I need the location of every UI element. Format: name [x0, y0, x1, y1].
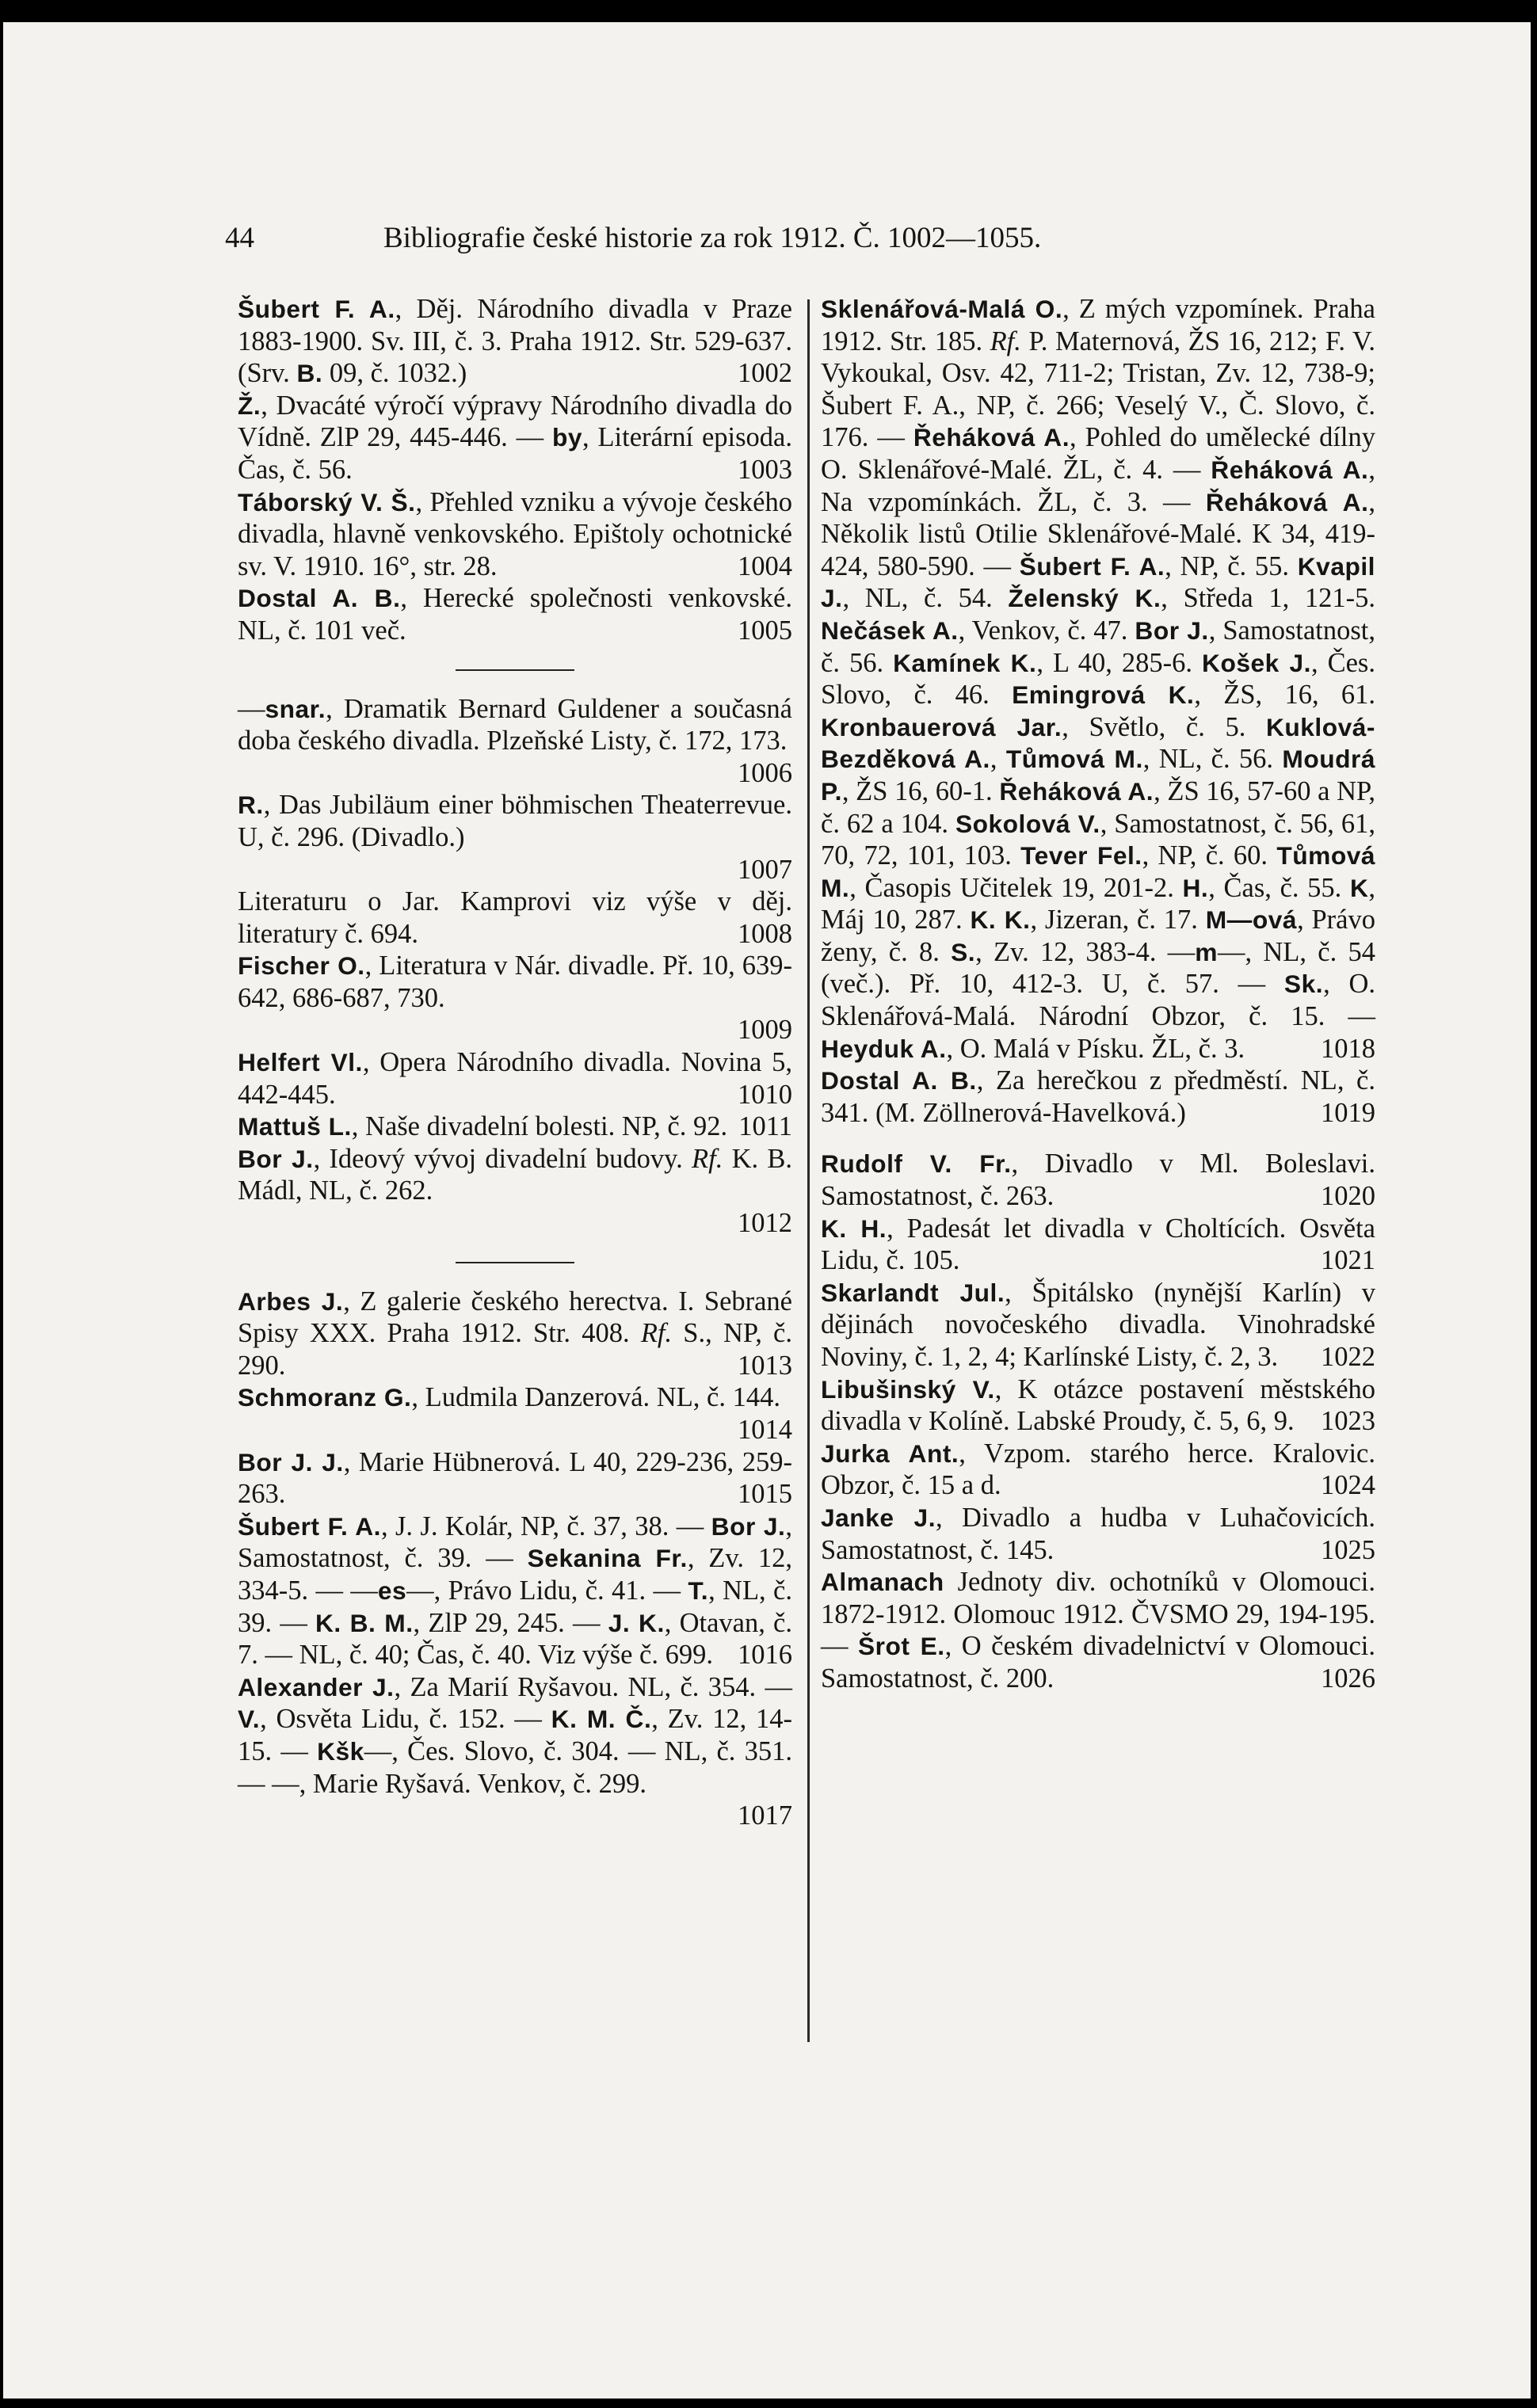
column-divider: [807, 299, 810, 2042]
entry-text: Almanach Jednoty div. ochotníků v Olomouci. 1872-1912. Olomouc 1912. ČVSMO 29, 194-195. — Šrot E., O českém divadelnictví v Olomouci. Samostatnost, č. 200.: [821, 1567, 1375, 1694]
entry-text: Jurka Ant., Vzpom. starého herce. Kralovic. Obzor, č. 15 a d.: [821, 1438, 1375, 1501]
entry-number: 1018: [1321, 1033, 1375, 1064]
bibliography-entry: [821, 1566, 1375, 1694]
document-page: [3, 22, 1531, 2398]
entry-number: 1005: [738, 615, 792, 646]
entry-text: R., Das Jubiläum einer böhmischen Theaterrevue. U, č. 296. (Divadlo.): [238, 790, 792, 852]
bibliography-entry: [238, 1446, 792, 1511]
entry-text: Sklenářová-Malá O., Z mých vzpomínek. Praha 1912. Str. 185. Rf. P. Maternová, ŽS 16, 212; F. V. Vykoukal, Osv. 42, 711-2; Tristan, Zv. 12, 738-9; Šubert F. A., NP, č. 266; Veselý V., Č. Slovo, č. 176. — Řeháková A., Pohled do umělecké dílny O. Sklenářové-Malé. ŽL, č. 4. — Řeháková A., Na vzpomínkách. ŽL, č. 3. — Řeháková A., Několik listů Otilie Sklenářové-Malé. K 34, 419-424, 580-590. — Šubert F. A., NP, č. 55. Kvapil J., NL, č. 54. Želenský K., Středa 1, 121-5. Nečásek A., Venkov, č. 47. Bor J., Samostatnost, č. 56. Kamínek K., L 40, 285-6. Košek J., Čes. Slovo, č. 46. Emingrová K., ŽS, 16, 61. Kronbauerová Jar., Světlo, č. 5. Kuklová-Bezděková A., Tůmová M., NL, č. 56. Moudrá P., ŽS 16, 60-1. Řeháková A., ŽS 16, 57-60 a NP, č. 62 a 104. Sokolová V., Samostatnost, č. 56, 61, 70, 72, 101, 103. Tever Fel., NP, č. 60. Tůmová M., Časopis Učitelek 19, 201-2. H., Čas, č. 55. K, Máj 10, 287. K. K., Jizeran, č. 17. M—ová, Právo ženy, č. 8. S., Zv. 12, 383-4. —m—, NL, č. 54 (več.). Př. 10, 412-3. U, č. 57. — Sk., O. Sklenářová-Malá. Národní Obzor, č. 15. — Heyduk A., O. Malá v Písku. ŽL, č. 3.: [821, 294, 1376, 1064]
entry-number: 1010: [738, 1079, 792, 1110]
entry-text: Mattuš L., Naše divadelní bolesti. NP, č. 92.: [238, 1111, 728, 1142]
entry-number: 1004: [738, 551, 792, 581]
entry-number: 1009: [738, 1015, 792, 1046]
bibliography-entry: [821, 1148, 1375, 1212]
bibliography-entry: [238, 1111, 792, 1143]
entry-number: 1021: [1321, 1245, 1375, 1276]
left-column: [238, 293, 792, 1832]
section-separator: [456, 669, 574, 671]
entry-number: 1006: [738, 757, 792, 788]
entry-number: 1011: [738, 1111, 792, 1142]
entry-text: Skarlandt Jul., Špitálsko (nynější Karlín) v dějinách novočeského divadla. Vinohradské Noviny, č. 1, 2, 4; Karlínské Listy, č. 2, 3.: [821, 1277, 1375, 1372]
entry-text: Schmoranz G., Ludmila Danzerová. NL, č. 144.: [238, 1382, 780, 1413]
bibliography-entry: [821, 293, 1375, 1065]
entry-text: Literaturu o Jar. Kamprovi viz výše v děj. literatury č. 694.: [238, 886, 792, 949]
bibliography-entry: [238, 886, 792, 950]
entry-number: 1023: [1321, 1406, 1375, 1437]
entry-number: 1015: [738, 1479, 792, 1510]
bibliography-entry: [238, 1671, 792, 1832]
bibliography-entry: [238, 293, 792, 390]
entry-number: 1012: [738, 1208, 792, 1239]
bibliography-entry: [821, 1277, 1375, 1374]
bibliography-entry: [821, 1213, 1375, 1277]
bibliography-entry: [238, 486, 792, 583]
entry-number: 1024: [1321, 1470, 1375, 1501]
page-header: [225, 219, 1334, 258]
bibliography-entry: [238, 582, 792, 646]
entry-number: 1020: [1321, 1181, 1375, 1212]
entry-text: Bor J. J., Marie Hübnerová. L 40, 229-236, 259-263.: [238, 1446, 792, 1510]
bibliography-entry: [238, 693, 792, 790]
section-separator: [456, 1262, 574, 1263]
entry-number: 1016: [738, 1640, 792, 1671]
bibliography-entry: [238, 390, 792, 486]
entry-number: 1013: [738, 1350, 792, 1381]
entry-number: 1003: [738, 454, 792, 485]
bibliography-entry: [238, 1381, 792, 1446]
entry-number: 1014: [738, 1415, 792, 1445]
entry-text: Libušinský V., K otázce postavení městského divadla v Kolíně. Labské Proudy, č. 5, 6, 9.: [821, 1374, 1376, 1437]
entry-number: 1007: [738, 854, 792, 885]
entry-text: Arbes J., Z galerie českého herectva. I. Sebrané Spisy XXX. Praha 1912. Str. 408. Rf. S., NP, č. 290.: [238, 1286, 792, 1381]
entry-number: 1017: [738, 1800, 792, 1831]
entry-number: 1022: [1321, 1342, 1375, 1372]
bibliography-entry: [821, 1374, 1375, 1438]
bibliography-entry: [238, 950, 792, 1046]
entry-text: Šubert F. A., Děj. Národního divadla v Praze 1883-1900. Sv. III, č. 3. Praha 1912. Str. 529-637. (Srv. B. 09, č. 1032.): [238, 294, 792, 389]
section-gap: [821, 1129, 1375, 1148]
entry-text: Ž., Dvacáté výročí výpravy Národního divadla do Vídně. ZlP 29, 445-446. — by, Literární episoda. Čas, č. 56.: [238, 390, 792, 485]
bibliography-entry: [821, 1502, 1375, 1566]
bibliography-entry: [821, 1065, 1375, 1129]
right-column: [821, 293, 1375, 1695]
entry-text: Rudolf V. Fr., Divadlo v Ml. Boleslavi. Samostatnost, č. 263.: [821, 1149, 1375, 1212]
entry-text: Helfert Vl., Opera Národního divadla. Novina 5, 442-445.: [238, 1047, 792, 1110]
entry-text: Dostal A. B., Herecké společnosti venkovské. NL, č. 101 več.: [238, 583, 792, 646]
entry-text: Janke J., Divadlo a hudba v Luhačovicích. Samostatnost, č. 145.: [821, 1502, 1375, 1565]
bibliography-entry: [238, 789, 792, 886]
bibliography-entry: [238, 1511, 792, 1671]
entry-text: Táborský V. Š., Přehled vzniku a vývoje českého divadla, hlavně venkovského. Epištoly ochotnické sv. V. 1910. 16°, str. 28.: [238, 486, 792, 581]
entry-text: Fischer O., Literatura v Nár. divadle. Př. 10, 639-642, 686-687, 730.: [238, 951, 792, 1013]
entry-number: 1025: [1321, 1534, 1375, 1565]
bibliography-entry: [821, 1438, 1375, 1502]
entry-text: —snar., Dramatik Bernard Guldener a současná doba českého divadla. Plzeňské Listy, č. 172, 173.: [238, 693, 792, 756]
entry-number: 1026: [1321, 1663, 1375, 1694]
entry-number: 1002: [738, 358, 792, 389]
page-number: 44: [225, 222, 254, 254]
entry-text: Šubert F. A., J. J. Kolár, NP, č. 37, 38. — Bor J., Samostatnost, č. 39. — Sekanina Fr., Zv. 12, 334-5. — —es—, Právo Lidu, č. 41. — T., NL, č. 39. — K. B. M., ZlP 29, 245. — J. K., Otavan, č. 7. — NL, č. 40; Čas, č. 40. Viz výše č. 699.: [238, 1511, 792, 1671]
running-title: Bibliografie české historie za rok 1912. Č. 1002—1055.: [383, 222, 1042, 254]
entry-text: K. H., Padesát let divadla v Choltících. Osvěta Lidu, č. 105.: [821, 1213, 1375, 1276]
entry-number: 1008: [738, 918, 792, 949]
bibliography-entry: [238, 1046, 792, 1111]
entry-number: 1019: [1321, 1097, 1375, 1128]
entry-text: Dostal A. B., Za herečkou z předměstí. NL, č. 341. (M. Zöllnerová-Havelková.): [821, 1065, 1375, 1128]
entry-text: Bor J., Ideový vývoj divadelní budovy. Rf. K. B. Mádl, NL, č. 262.: [238, 1143, 793, 1206]
bibliography-entry: [238, 1286, 792, 1382]
entry-text: Alexander J., Za Marií Ryšavou. NL, č. 354. — V., Osvěta Lidu, č. 152. — K. M. Č., Zv. 12, 14-15. — Kšk—, Čes. Slovo, č. 304. — NL, č. 351. — —, Marie Ryšavá. Venkov, č. 299.: [238, 1671, 792, 1799]
bibliography-entry: [238, 1143, 792, 1240]
